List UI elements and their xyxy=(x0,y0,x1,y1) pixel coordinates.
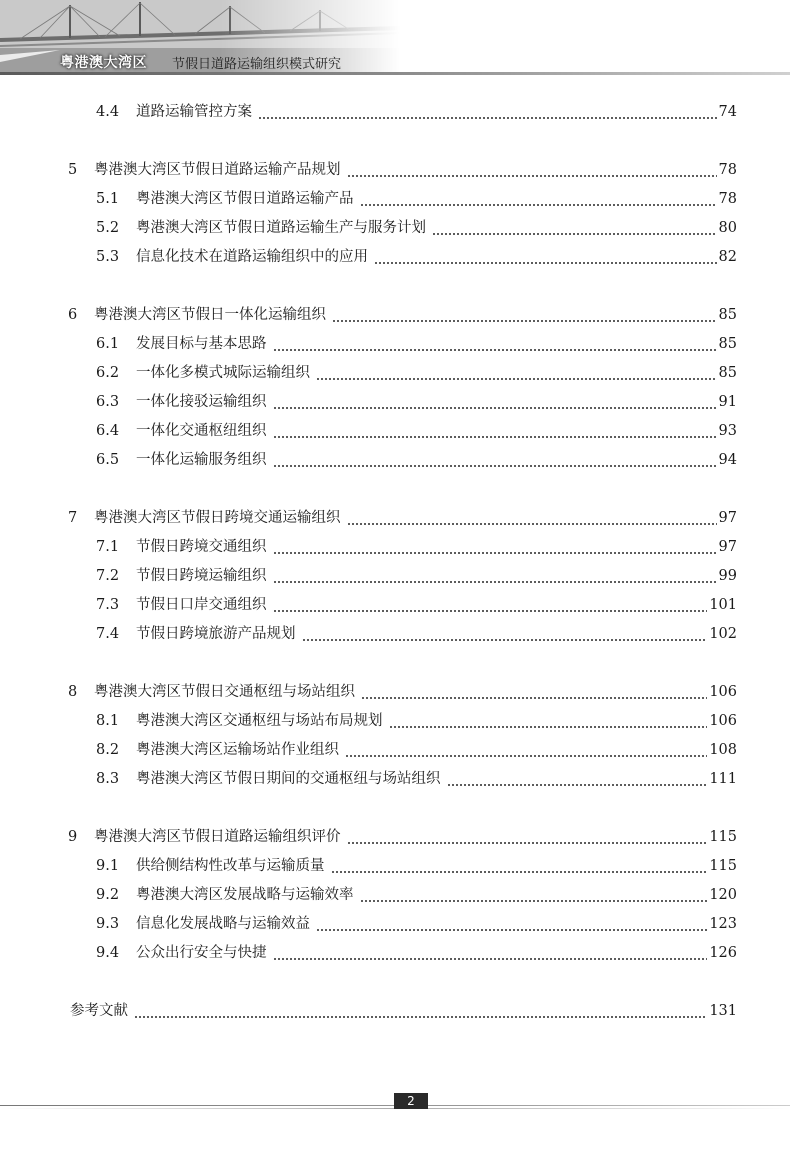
dot-leader xyxy=(273,536,717,558)
toc-section-entry[interactable] xyxy=(0,739,790,761)
toc-entry-page: 85 xyxy=(718,365,737,381)
toc-entry-title: 节假日口岸交通组织 xyxy=(136,597,267,613)
toc-chapter-entry[interactable] xyxy=(0,507,790,529)
dot-leader xyxy=(332,304,717,326)
toc-entry-title: 道路运输管控方案 xyxy=(136,104,252,120)
toc-entry-title: 粤港澳大湾区发展战略与运输效率 xyxy=(136,887,354,903)
toc-entry-page: 82 xyxy=(718,249,737,265)
toc-entry-page: 80 xyxy=(718,220,737,236)
toc-section-entry[interactable] xyxy=(0,884,790,906)
toc-entry-page: 120 xyxy=(709,887,737,903)
dot-leader xyxy=(273,449,717,471)
toc-entry-title: 一体化多模式城际运输组织 xyxy=(136,365,310,381)
toc-section-entry[interactable] xyxy=(0,536,790,558)
toc-entry-number: 8.3 xyxy=(96,771,120,787)
toc-entry-title: 粤港澳大湾区节假日交通枢纽与场站组织 xyxy=(94,684,355,700)
toc-entry-title: 粤港澳大湾区节假日道路运输产品 xyxy=(136,191,354,207)
toc-entry-page: 74 xyxy=(718,104,737,120)
toc-entry-title: 一体化交通枢纽组织 xyxy=(136,423,267,439)
toc-entry-number: 7 xyxy=(68,510,78,526)
toc-section-entry[interactable] xyxy=(0,768,790,790)
toc-entry-page: 115 xyxy=(709,858,737,874)
toc-entry-number: 7.3 xyxy=(96,597,120,613)
toc-entry-number: 6 xyxy=(68,307,78,323)
toc-entry-title: 节假日跨境运输组织 xyxy=(136,568,267,584)
dot-leader xyxy=(273,420,717,442)
toc-entry-number: 5 xyxy=(68,162,78,178)
toc-entry-number: 5.3 xyxy=(96,249,120,265)
toc-entry-page: 101 xyxy=(709,597,737,613)
toc-entry-title: 发展目标与基本思路 xyxy=(136,336,267,352)
toc-entry-page: 131 xyxy=(709,1003,737,1019)
toc-entry-page: 106 xyxy=(709,684,737,700)
toc-section-entry[interactable] xyxy=(0,188,790,210)
dot-leader xyxy=(361,681,707,703)
toc-entry-number: 6.3 xyxy=(96,394,120,410)
toc-section-entry[interactable] xyxy=(0,623,790,645)
dot-leader xyxy=(302,623,708,645)
toc-section-entry[interactable] xyxy=(0,246,790,268)
dot-leader xyxy=(347,826,708,848)
dot-leader xyxy=(273,942,708,964)
toc-entry-page: 115 xyxy=(709,829,737,845)
toc-chapter-entry[interactable] xyxy=(0,826,790,848)
toc-entry-number: 7.1 xyxy=(96,539,120,555)
toc-entry-number: 9.1 xyxy=(96,858,120,874)
dot-leader xyxy=(134,1000,707,1022)
toc-entry-page: 97 xyxy=(718,510,737,526)
toc-section-entry[interactable] xyxy=(0,942,790,964)
toc-entry-title: 粤港澳大湾区交通枢纽与场站布局规划 xyxy=(136,713,383,729)
toc-entry-title: 供给侧结构性改革与运输质量 xyxy=(136,858,325,874)
toc-entry-page: 106 xyxy=(709,713,737,729)
toc-section-entry[interactable] xyxy=(0,710,790,732)
toc-entry-page: 97 xyxy=(718,539,737,555)
toc-entry-title: 一体化接驳运输组织 xyxy=(136,394,267,410)
toc-entry-number: 4.4 xyxy=(96,104,120,120)
page-number-badge: 2 xyxy=(394,1093,428,1109)
toc-entry-number: 8.2 xyxy=(96,742,120,758)
dot-leader xyxy=(316,913,707,935)
toc-entry-page: 91 xyxy=(718,394,737,410)
toc-entry-title: 信息化技术在道路运输组织中的应用 xyxy=(136,249,368,265)
toc-entry-title: 参考文献 xyxy=(70,1003,128,1019)
toc-entry-number: 5.2 xyxy=(96,220,120,236)
toc-section-entry[interactable] xyxy=(0,855,790,877)
toc-entry-number: 9 xyxy=(68,829,78,845)
dot-leader xyxy=(447,768,708,790)
toc-entry-title: 粤港澳大湾区节假日一体化运输组织 xyxy=(94,307,326,323)
toc-entry-number: 6.4 xyxy=(96,423,120,439)
dot-leader xyxy=(273,391,717,413)
toc-entry-title: 一体化运输服务组织 xyxy=(136,452,267,468)
toc-entry-number: 8.1 xyxy=(96,713,120,729)
dot-leader xyxy=(432,217,717,239)
toc-entry-page: 85 xyxy=(718,307,737,323)
toc-entry-title: 粤港澳大湾区节假日道路运输组织评价 xyxy=(94,829,341,845)
toc-entry-page: 85 xyxy=(718,336,737,352)
book-series-title: 粤港澳大湾区 xyxy=(60,55,147,71)
dot-leader xyxy=(345,739,707,761)
toc-entry-page: 111 xyxy=(709,771,737,787)
toc-entry-page: 108 xyxy=(709,742,737,758)
dot-leader xyxy=(389,710,708,732)
toc-entry-title: 粤港澳大湾区运输场站作业组织 xyxy=(136,742,339,758)
toc-section-entry[interactable] xyxy=(0,333,790,355)
dot-leader xyxy=(273,594,708,616)
toc-entry-page: 99 xyxy=(718,568,737,584)
dot-leader xyxy=(331,855,708,877)
header-rule xyxy=(0,72,790,75)
dot-leader xyxy=(273,565,717,587)
dot-leader xyxy=(360,884,708,906)
dot-leader xyxy=(316,362,717,384)
toc-chapter-entry[interactable] xyxy=(0,681,790,703)
toc-entry-page: 93 xyxy=(718,423,737,439)
toc-section-entry[interactable] xyxy=(0,565,790,587)
toc-section-entry[interactable] xyxy=(0,101,790,123)
toc-entry-number: 8 xyxy=(68,684,78,700)
toc-entry-number: 6.1 xyxy=(96,336,120,352)
toc-section-entry[interactable] xyxy=(0,913,790,935)
toc-entry-page: 123 xyxy=(709,916,737,932)
toc-chapter-entry[interactable] xyxy=(0,304,790,326)
toc-entry-title: 节假日跨境交通组织 xyxy=(136,539,267,555)
book-title: 节假日道路运输组织模式研究 xyxy=(172,57,342,72)
toc-entry-number: 7.4 xyxy=(96,626,120,642)
toc-entry-title: 粤港澳大湾区节假日跨境交通运输组织 xyxy=(94,510,341,526)
toc-section-entry[interactable] xyxy=(0,362,790,384)
toc-entry-number: 9.3 xyxy=(96,916,120,932)
toc-entry-number: 9.4 xyxy=(96,945,120,961)
toc-entry-number: 6.2 xyxy=(96,365,120,381)
toc-entry-title: 信息化发展战略与运输效益 xyxy=(136,916,310,932)
toc-section-entry[interactable] xyxy=(0,391,790,413)
dot-leader xyxy=(374,246,717,268)
toc-entry-title: 粤港澳大湾区节假日道路运输生产与服务计划 xyxy=(136,220,426,236)
toc-references-entry[interactable] xyxy=(0,1000,790,1022)
toc-entry-page: 126 xyxy=(709,945,737,961)
toc-section-entry[interactable] xyxy=(0,594,790,616)
toc-entry-page: 102 xyxy=(709,626,737,642)
toc-entry-number: 6.5 xyxy=(96,452,120,468)
dot-leader xyxy=(347,507,717,529)
toc-section-entry[interactable] xyxy=(0,217,790,239)
toc-entry-title: 节假日跨境旅游产品规划 xyxy=(136,626,296,642)
toc-entry-title: 粤港澳大湾区节假日期间的交通枢纽与场站组织 xyxy=(136,771,441,787)
toc-entry-number: 9.2 xyxy=(96,887,120,903)
toc-entry-title: 公众出行安全与快捷 xyxy=(136,945,267,961)
toc-entry-number: 7.2 xyxy=(96,568,120,584)
page-header xyxy=(0,0,790,80)
toc-section-entry[interactable] xyxy=(0,449,790,471)
toc-entry-page: 94 xyxy=(718,452,737,468)
toc-chapter-entry[interactable] xyxy=(0,159,790,181)
toc-entry-page: 78 xyxy=(718,162,737,178)
toc-entry-number: 5.1 xyxy=(96,191,120,207)
dot-leader xyxy=(347,159,717,181)
toc-section-entry[interactable] xyxy=(0,420,790,442)
toc-entry-page: 78 xyxy=(718,191,737,207)
dot-leader xyxy=(273,333,717,355)
dot-leader xyxy=(258,101,717,123)
dot-leader xyxy=(360,188,717,210)
toc-entry-title: 粤港澳大湾区节假日道路运输产品规划 xyxy=(94,162,341,178)
